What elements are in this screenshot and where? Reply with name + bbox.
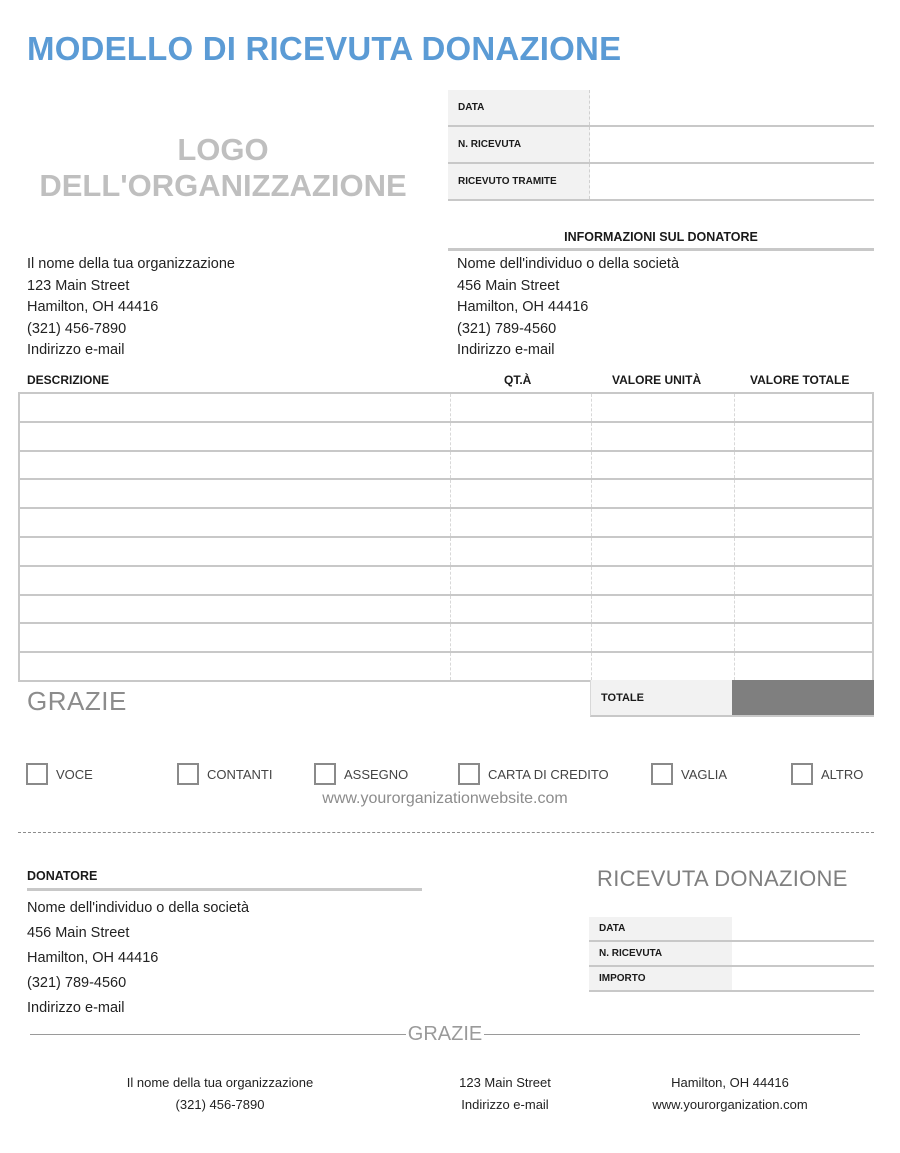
logo-line-1: LOGO [177, 132, 269, 167]
option-label: VAGLIA [681, 766, 728, 782]
receipt-number-field[interactable] [590, 127, 874, 162]
donor-email: Indirizzo e-mail [457, 342, 555, 358]
donor-city: Hamilton, OH 44416 [457, 299, 589, 315]
description-cell[interactable] [20, 538, 450, 565]
website-text: www.yourorganizationwebsite.com [322, 790, 568, 807]
thanks-text: GRAZIE [27, 686, 127, 716]
stub-amount-field[interactable] [732, 967, 874, 990]
total-label: TOTALE [590, 680, 732, 717]
quantity-cell[interactable] [450, 394, 591, 421]
quantity-cell[interactable] [450, 423, 591, 450]
total-value-cell[interactable] [734, 538, 872, 565]
footer-org-column [90, 1072, 350, 1116]
description-cell[interactable] [20, 452, 450, 479]
items-table [18, 392, 874, 682]
option-label: ALTRO [821, 766, 864, 782]
payment-option-altro[interactable] [791, 763, 863, 785]
thanks-divider [30, 1021, 860, 1047]
checkbox[interactable] [458, 763, 480, 785]
field-label: DATA [448, 90, 590, 125]
footer-city: Hamilton, OH 44416 [671, 1075, 789, 1090]
description-cell[interactable] [20, 423, 450, 450]
column-quantity: QT.À [504, 373, 532, 387]
stub-thanks-text: GRAZIE [407, 1022, 483, 1045]
total-value-cell[interactable] [734, 452, 872, 479]
column-description: DESCRIZIONE [27, 373, 110, 387]
description-cell[interactable] [20, 480, 450, 507]
organization-info [27, 254, 235, 362]
total-value-cell[interactable] [734, 509, 872, 536]
quantity-cell[interactable] [450, 653, 591, 680]
stub-row-date [589, 917, 874, 942]
footer-website: www.yourorganization.com [652, 1097, 808, 1112]
donor-info [457, 254, 679, 362]
stub-date-field[interactable] [732, 917, 874, 940]
org-street: 123 Main Street [27, 277, 130, 294]
total-value-cell[interactable] [734, 423, 872, 450]
payment-option-carta-di-credito[interactable] [458, 763, 609, 785]
field-label: RICEVUTO TRAMITE [448, 164, 590, 199]
field-label: DATA [589, 917, 732, 940]
field-label: IMPORTO [589, 967, 732, 990]
option-label: ASSEGNO [344, 766, 409, 782]
payment-option-vaglia[interactable] [651, 763, 727, 785]
unit-value-cell[interactable] [591, 423, 734, 450]
quantity-cell[interactable] [450, 596, 591, 623]
quantity-cell[interactable] [450, 567, 591, 594]
table-row [20, 624, 872, 653]
checkbox[interactable] [26, 763, 48, 785]
total-value-cell[interactable] [734, 653, 872, 680]
checkbox[interactable] [177, 763, 199, 785]
footer-org-phone: (321) 456-7890 [175, 1097, 265, 1112]
total-value-cell[interactable] [734, 624, 872, 651]
footer-city-column [620, 1072, 840, 1116]
description-cell[interactable] [20, 509, 450, 536]
total-value-cell[interactable] [734, 596, 872, 623]
cut-line-divider [18, 832, 874, 833]
donor-street: 456 Main Street [457, 277, 560, 294]
org-phone: (321) 456-7890 [27, 320, 127, 337]
stub-donor-name: Nome dell'individuo o della società [27, 900, 250, 916]
unit-value-cell[interactable] [591, 480, 734, 507]
option-label: CONTANTI [207, 766, 273, 782]
table-row [20, 596, 872, 625]
payment-option-contanti[interactable] [177, 763, 272, 785]
field-row-date [448, 90, 874, 127]
field-row-receipt-number [448, 127, 874, 164]
received-via-field[interactable] [590, 164, 874, 199]
checkbox[interactable] [791, 763, 813, 785]
table-row [20, 509, 872, 538]
receipt-header-fields [448, 90, 874, 201]
stub-donor-heading: DONATORE [27, 869, 422, 891]
description-cell[interactable] [20, 653, 450, 680]
field-row-received-via [448, 164, 874, 201]
payment-method-options [26, 763, 886, 789]
logo-line-2: DELL'ORGANIZZAZIONE [39, 168, 407, 203]
stub-donor-street: 456 Main Street [27, 925, 130, 941]
table-row [20, 394, 872, 423]
quantity-cell[interactable] [450, 624, 591, 651]
description-cell[interactable] [20, 567, 450, 594]
field-label: N. RICEVUTA [589, 942, 732, 965]
option-label: CARTA DI CREDITO [488, 766, 609, 782]
stub-receipt-number-field[interactable] [732, 942, 874, 965]
quantity-cell[interactable] [450, 452, 591, 479]
table-row [20, 567, 872, 596]
org-name: Il nome della tua organizzazione [27, 256, 235, 272]
footer-email: Indirizzo e-mail [461, 1097, 549, 1112]
footer-org-name: Il nome della tua organizzazione [126, 1075, 314, 1090]
stub-fields [589, 917, 874, 992]
unit-value-cell[interactable] [591, 596, 734, 623]
checkbox[interactable] [651, 763, 673, 785]
unit-value-cell[interactable] [591, 653, 734, 680]
unit-value-cell[interactable] [591, 567, 734, 594]
date-field[interactable] [590, 90, 874, 125]
logo-placeholder [18, 132, 428, 204]
total-value-cell[interactable] [734, 394, 872, 421]
divider-line-left [30, 1034, 406, 1035]
stub-row-receipt-number [589, 942, 874, 967]
description-cell[interactable] [20, 394, 450, 421]
quantity-cell[interactable] [450, 538, 591, 565]
unit-value-cell[interactable] [591, 624, 734, 651]
checkbox[interactable] [314, 763, 336, 785]
unit-value-cell[interactable] [591, 394, 734, 421]
quantity-cell[interactable] [450, 480, 591, 507]
items-table-header [18, 373, 874, 393]
table-row [20, 452, 872, 481]
donor-info-heading: INFORMAZIONI SUL DONATORE [448, 230, 874, 251]
table-row [20, 653, 872, 682]
donor-name: Nome dell'individuo o della società [457, 256, 680, 272]
table-row [20, 538, 872, 567]
donor-phone: (321) 789-4560 [457, 320, 557, 337]
unit-value-cell[interactable] [591, 509, 734, 536]
table-row [20, 480, 872, 509]
quantity-cell[interactable] [450, 509, 591, 536]
divider-line-right [484, 1034, 860, 1035]
stub-row-amount [589, 967, 874, 992]
total-value-cell[interactable] [734, 480, 872, 507]
stub-donor-phone: (321) 789-4560 [27, 975, 127, 991]
org-email: Indirizzo e-mail [27, 342, 125, 358]
page-title: MODELLO DI RICEVUTA DONAZIONE [27, 30, 622, 67]
total-value-field[interactable] [732, 680, 874, 717]
footer-street: 123 Main Street [459, 1075, 551, 1090]
unit-value-cell[interactable] [591, 538, 734, 565]
description-cell[interactable] [20, 596, 450, 623]
stub-receipt-title: RICEVUTA DONAZIONE [597, 866, 848, 891]
column-total-value: VALORE TOTALE [750, 373, 850, 387]
footer-address-column [430, 1072, 580, 1116]
description-cell[interactable] [20, 624, 450, 651]
table-row [20, 423, 872, 452]
total-value-cell[interactable] [734, 567, 872, 594]
column-unit-value: VALORE UNITÀ [612, 373, 702, 387]
payment-option-assegno[interactable] [314, 763, 408, 785]
option-label: VOCE [56, 766, 93, 782]
payment-option-voce[interactable] [26, 763, 93, 785]
stub-donor-info [27, 896, 249, 1021]
stub-donor-email: Indirizzo e-mail [27, 1000, 125, 1016]
org-city: Hamilton, OH 44416 [27, 299, 159, 315]
field-label: N. RICEVUTA [448, 127, 590, 162]
unit-value-cell[interactable] [591, 452, 734, 479]
stub-donor-city: Hamilton, OH 44416 [27, 950, 159, 966]
